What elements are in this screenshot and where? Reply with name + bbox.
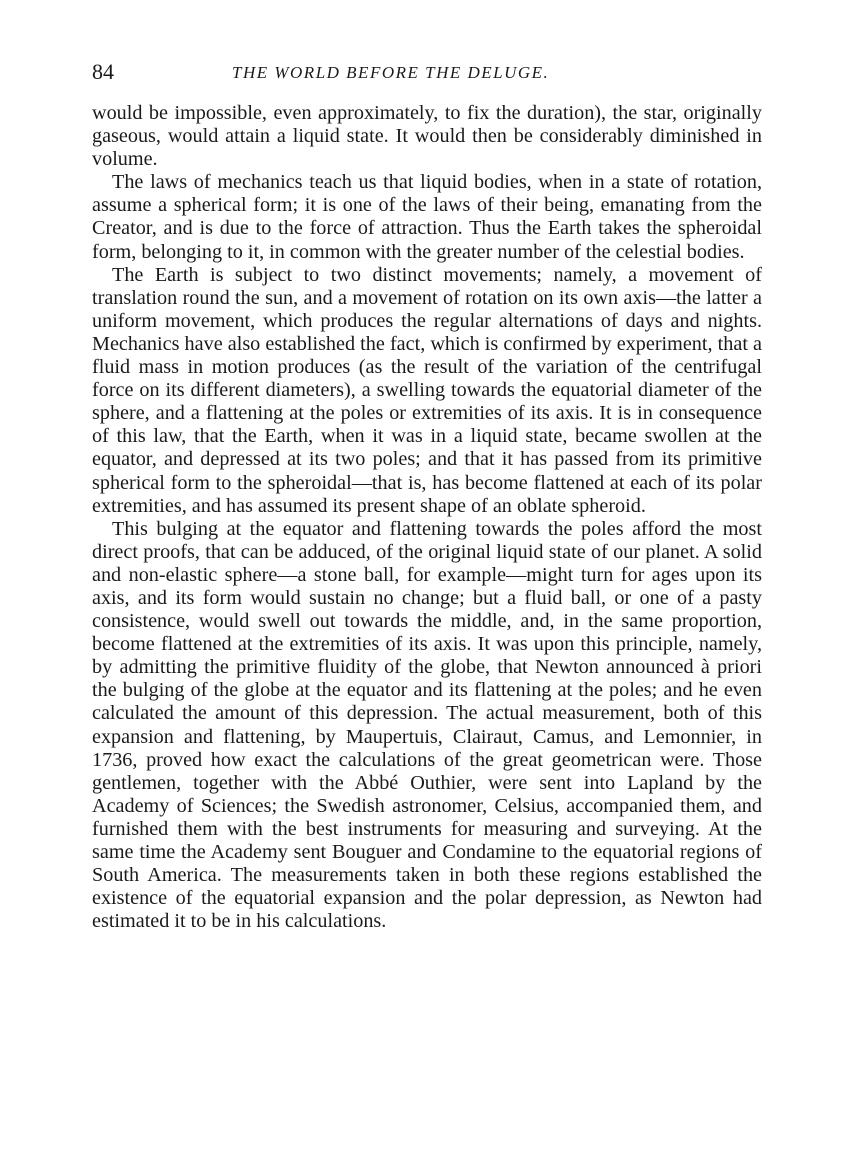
running-head: THE WORLD BEFORE THE DELUGE.: [232, 63, 550, 82]
paragraph: The Earth is subject to two distinct movements; namely, a movement of translation round the sun, and a movement of rotation on its own axis—the latter a uniform movement, which produces the regular alternations of days and nights. Mechanics have also established the fact, which is confirmed by experiment, that a fluid mass in motion produces (as the result of the variation of the centrifugal force on its different diameters), a swelling towards the equatorial diameter of the sphere, and a flattening at the poles or extremities of its axis. It is in consequence of this law, that the Earth, when it was in a liquid state, became swollen at the equator, and depressed at its two poles; and that it has passed from its primitive spherical form to the spheroidal—that is, has become flattened at each of its polar extremities, and has assumed its present shape of an oblate spheroid.: [92, 263, 762, 517]
page-number: 84: [92, 59, 114, 84]
paragraph-continued: would be impossible, even approximately, to fix the duration), the star, originally gaseous, would attain a liquid state. It would then be considerably diminished in volume.: [92, 102, 762, 171]
paragraph: The laws of mechanics teach us that liquid bodies, when in a state of rotation, assume a spherical form; it is one of the laws of their being, emanating from the Creator, and is due to the force of attraction. Thus the Earth takes the spheroidal form, belonging to it, in common with the greater number of the celestial bodies.: [92, 171, 762, 263]
body-text: [92, 102, 762, 933]
paragraph: This bulging at the equator and flattening towards the poles afford the most direct proofs, that can be adduced, of the original liquid state of our planet. A solid and non-elastic sphere—a stone ball, for example—might turn for ages upon its axis, and its form would sustain no change; but a fluid ball, or one of a pasty consistence, would swell out towards the middle, and, in the same proportion, become flattened at the extremities of its axis. It was upon this principle, namely, by admitting the primitive fluidity of the globe, that Newton announced à priori the bulging of the globe at the equator and its flattening at the poles; and he even calculated the amount of this depression. The actual measurement, both of this expansion and flattening, by Maupertuis, Clairaut, Camus, and Lemonnier, in 1736, proved how exact the calculations of the great geometrican were. Those gentlemen, together with the Abbé Outhier, were sent into Lapland by the Academy of Sciences; the Swedish astronomer, Celsius, accompanied them, and furnished them with the best instruments for measuring and surveying. At the same time the Academy sent Bouguer and Condamine to the equatorial regions of South America. The measurements taken in both these regions established the existence of the equatorial expansion and the polar depression, as Newton had estimated it to be in his calculations.: [92, 517, 762, 933]
page-header: [92, 58, 762, 92]
book-page: [92, 58, 762, 933]
